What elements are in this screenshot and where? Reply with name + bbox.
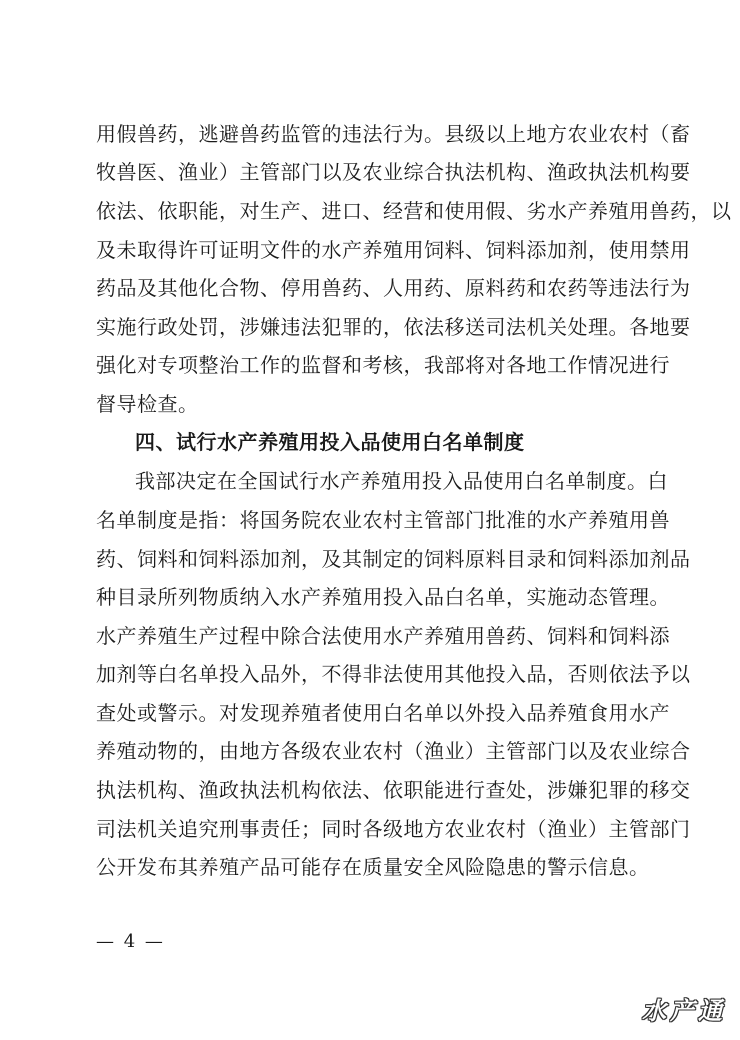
paragraph-1-line: 牧兽医、渔业）主管部门以及农业综合执法机构、渔政执法机构要 <box>96 160 691 184</box>
paragraph-2-line: 执法机构、渔政执法机构依法、依职能进行查处，涉嫌犯罪的移交 <box>96 778 691 802</box>
paragraph-2-line: 公开发布其养殖产品可能存在质量安全风险隐患的警示信息。 <box>96 855 650 879</box>
paragraph-1-line: 督导检查。 <box>96 392 199 416</box>
paragraph-2-line: 名单制度是指：将国务院农业农村主管部门批准的水产养殖用兽 <box>96 508 670 532</box>
paragraph-1-line: 用假兽药，逃避兽药监管的违法行为。县级以上地方农业农村（畜 <box>96 122 691 146</box>
paragraph-1-line: 依法、依职能，对生产、进口、经营和使用假、劣水产养殖用兽药，以 <box>96 199 732 223</box>
paragraph-2-line: 我部决定在全国试行水产养殖用投入品使用白名单制度。白 <box>135 469 668 493</box>
paragraph-2-line: 药、饲料和饲料添加剂，及其制定的饲料原料目录和饲料添加剂品 <box>96 547 691 571</box>
paragraph-2-line: 司法机关追究刑事责任；同时各级地方农业农村（渔业）主管部门 <box>96 817 691 841</box>
paragraph-1-line: 及未取得许可证明文件的水产养殖用饲料、饲料添加剂，使用禁用 <box>96 238 691 262</box>
paragraph-2-line: 加剂等白名单投入品外，不得非法使用其他投入品，否则依法予以 <box>96 662 691 686</box>
section-heading: 四、试行水产养殖用投入品使用白名单制度 <box>135 430 525 454</box>
paragraph-1-line: 实施行政处罚，涉嫌违法犯罪的，依法移送司法机关处理。各地要 <box>96 315 691 339</box>
paragraph-2-line: 水产养殖生产过程中除合法使用水产养殖用兽药、饲料和饲料添 <box>96 624 670 648</box>
watermark-logo: 水产通 <box>642 997 726 1025</box>
page-number: — 4 — <box>96 931 165 952</box>
paragraph-2-line: 查处或警示。对发现养殖者使用白名单以外投入品养殖食用水产 <box>96 701 670 725</box>
paragraph-2-line: 养殖动物的，由地方各级农业农村（渔业）主管部门以及农业综合 <box>96 739 691 763</box>
paragraph-1-line: 强化对专项整治工作的监督和考核，我部将对各地工作情况进行 <box>96 353 670 377</box>
paragraph-2-line: 种目录所列物质纳入水产养殖用投入品白名单，实施动态管理。 <box>96 585 670 609</box>
paragraph-1-line: 药品及其他化合物、停用兽药、人用药、原料药和农药等违法行为 <box>96 276 691 300</box>
